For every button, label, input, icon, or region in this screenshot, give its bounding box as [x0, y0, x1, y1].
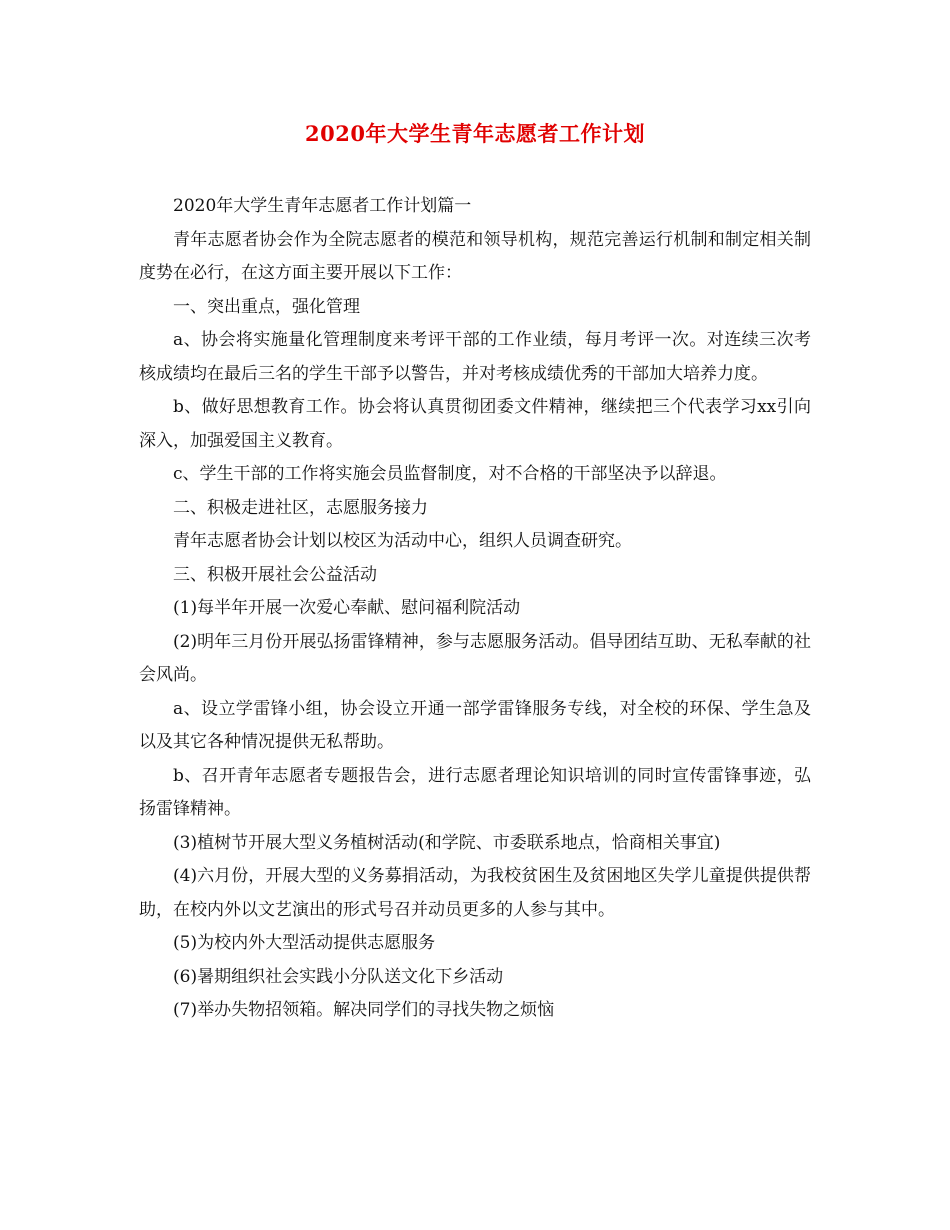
paragraph: a、协会将实施量化管理制度来考评干部的工作业绩，每月考评一次。对连续三次考核成绩均在最后三名的学生干部予以警告，并对考核成绩优秀的干部加大培养力度。	[139, 330, 811, 384]
paragraph: 青年志愿者协会计划以校区为活动中心，组织人员调查研究。	[173, 531, 632, 551]
section-heading: 一、突出重点，强化管理	[173, 296, 360, 317]
list-item: (1)每半年开展一次爱心奉献、慰问福利院活动	[173, 598, 521, 618]
paragraph: 青年志愿者协会作为全院志愿者的模范和领导机构，规范完善运行机制和制定相关制度势在必行，在这方面主要开展以下工作：	[139, 229, 811, 283]
list-item: (5)为校内外大型活动提供志愿服务	[173, 933, 436, 953]
section-heading: 三、积极开展社会公益活动	[173, 564, 377, 585]
list-item: (6)暑期组织社会实践小分队送文化下乡活动	[173, 966, 504, 987]
paragraph: c、学生干部的工作将实施会员监督制度，对不合格的干部坚决予以辞退。	[173, 464, 727, 484]
paragraph: b、做好思想教育工作。协会将认真贯彻团委文件精神，继续把三个代表学习xx引向深入，加强爱国主义教育。	[139, 397, 811, 451]
document-title: 2020年大学生青年志愿者工作计划	[305, 121, 645, 146]
paragraph: a、设立学雷锋小组，协会设立开通一部学雷锋服务专线，对全校的环保、学生急及以及其它各种情况提供无私帮助。	[139, 698, 811, 752]
document-body	[139, 190, 811, 1028]
list-item: (7)举办失物招领箱。解决同学们的寻找失物之烦恼	[173, 1000, 555, 1020]
list-item: (2)明年三月份开展弘扬雷锋精神，参与志愿服务活动。倡导团结互助、无私奉献的社会风尚。	[139, 631, 811, 685]
paragraph: b、召开青年志愿者专题报告会，进行志愿者理论知识培训的同时宣传雷锋事迹，弘扬雷锋精神。	[139, 765, 811, 819]
section-heading: 2020年大学生青年志愿者工作计划篇一	[173, 196, 472, 216]
list-item: (4)六月份，开展大型的义务募捐活动，为我校贫困生及贫困地区失学儿童提供提供帮助，在校内外以文艺演出的形式号召并动员更多的人参与其中。	[139, 866, 811, 920]
list-item: (3)植树节开展大型义务植树活动(和学院、市委联系地点，恰商相关事宜)	[173, 832, 721, 853]
section-heading: 二、积极走进社区，志愿服务接力	[173, 497, 428, 518]
